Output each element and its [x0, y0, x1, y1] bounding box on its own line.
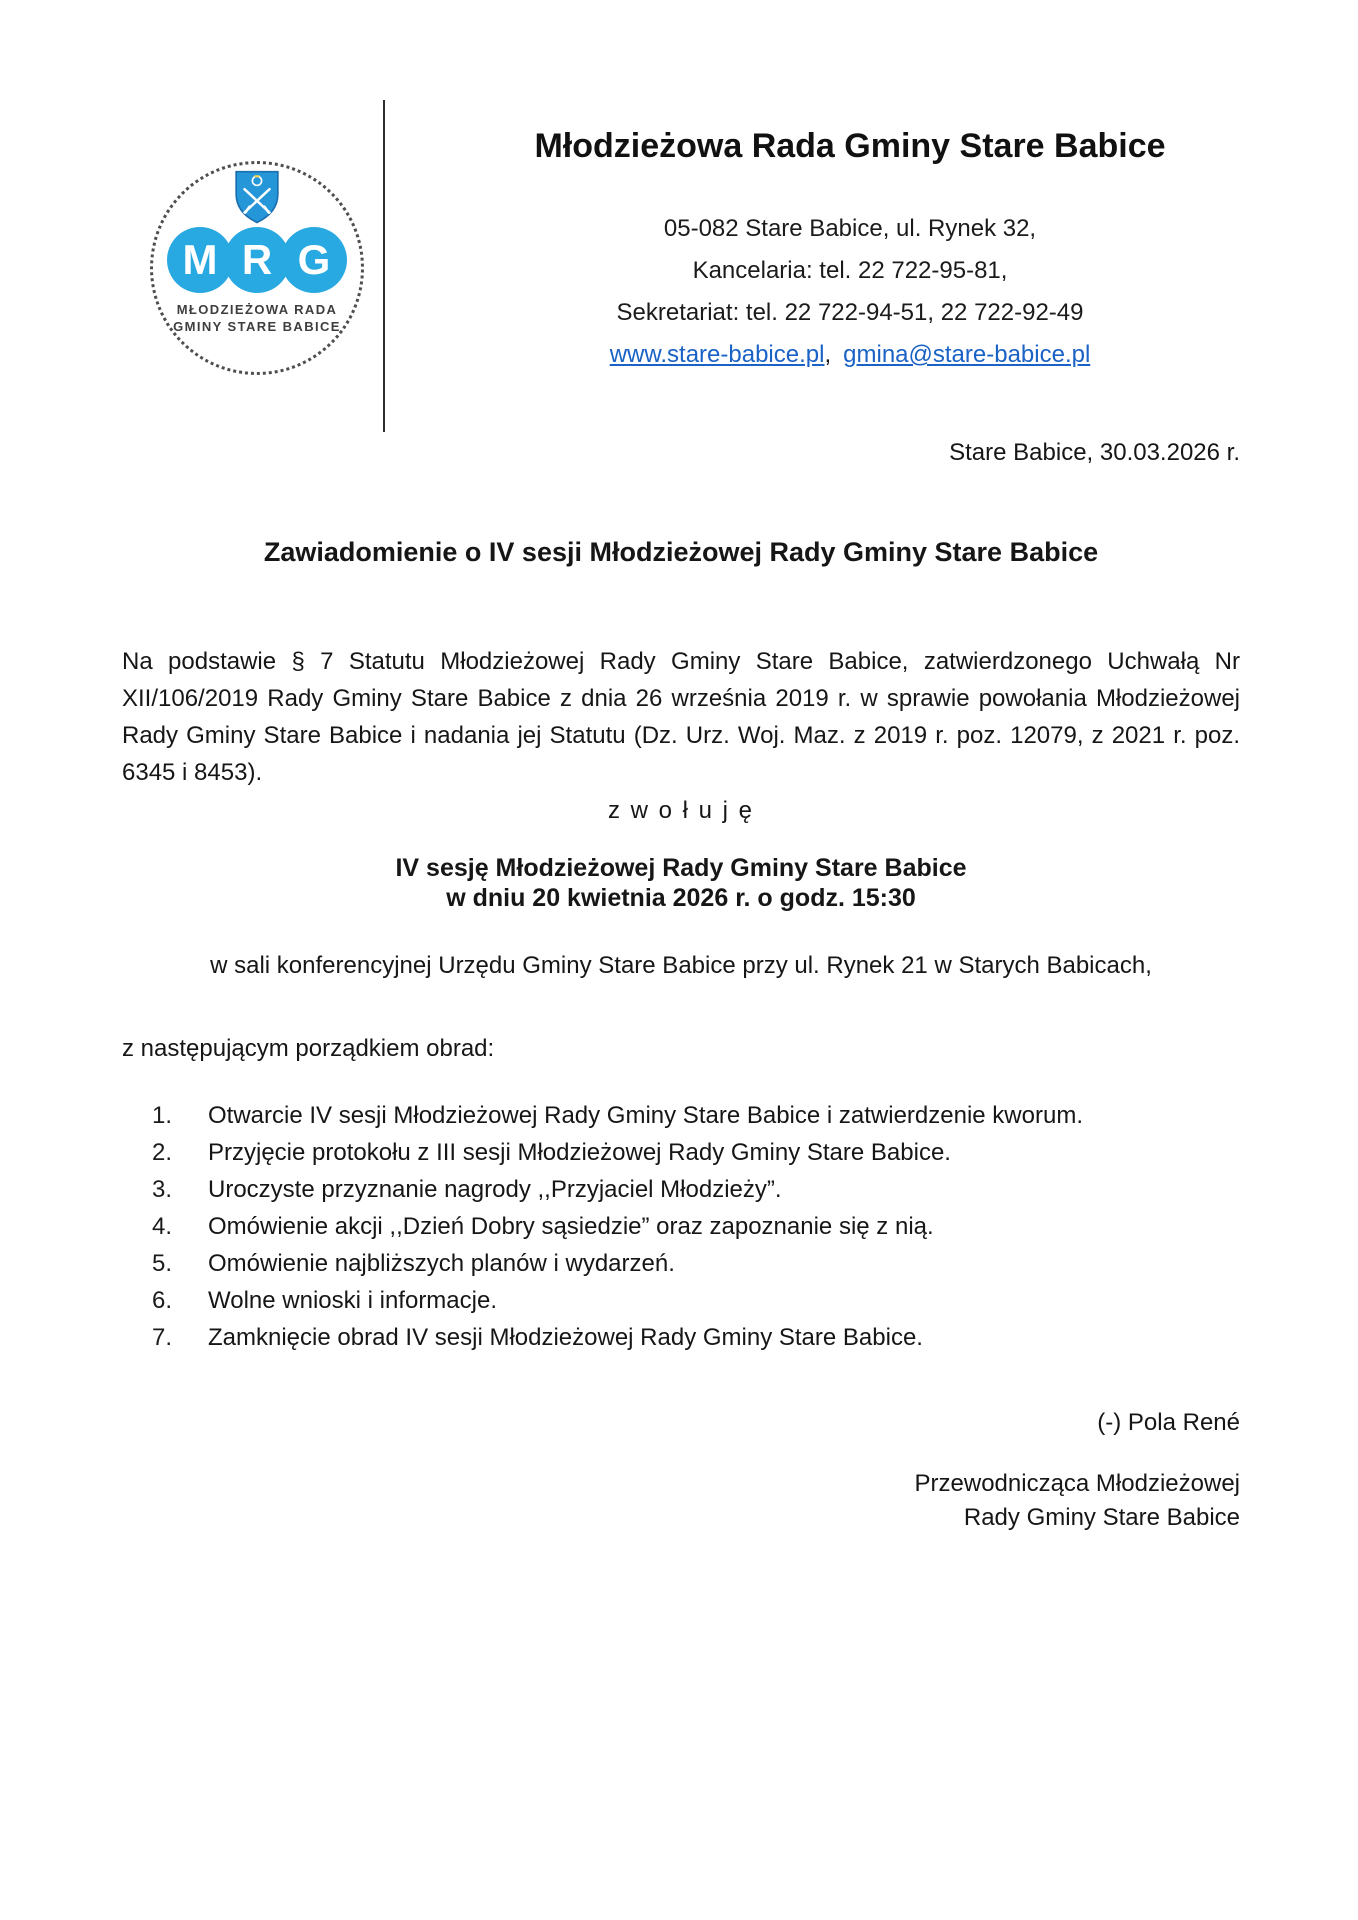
- signature-block: [122, 1404, 1240, 1535]
- org-phone-office: Kancelaria: tel. 22 722-95-81,: [692, 257, 1008, 284]
- agenda-list: [122, 1097, 1240, 1356]
- logo-caption: [173, 301, 341, 335]
- agenda-text: Omówienie akcji ,,Dzień Dobry sąsiedzie” oraz zapoznanie się z nią.: [208, 1213, 934, 1240]
- convene-word: z w o ł u j ę: [607, 797, 755, 824]
- agenda-text: Omówienie najbliższych planów i wydarzeń.: [208, 1250, 675, 1277]
- coat-of-arms-icon: [232, 170, 282, 225]
- session-location: w sali konferencyjnej Urzędu Gminy Stare Babice przy ul. Rynek 21 w Starych Babicach,: [210, 952, 1152, 979]
- mrg-acronym: [167, 227, 347, 293]
- email-link[interactable]: gmina@stare-babice.pl: [843, 341, 1091, 368]
- link-separator: ,: [824, 341, 832, 368]
- signature-role-line2: Rady Gminy Stare Babice: [963, 1504, 1240, 1531]
- org-phone-secretariat: Sekretariat: tel. 22 722-94-51, 22 722-92-49: [616, 299, 1084, 326]
- agenda-number: 6.: [152, 1287, 173, 1314]
- mrg-letter-g: G: [281, 227, 347, 293]
- session-title: IV sesję Młodzieżowej Rady Gminy Stare Babice: [395, 854, 967, 882]
- session-datetime: w dniu 20 kwietnia 2026 r. o godz. 15:30: [446, 884, 916, 912]
- org-block: [400, 126, 1300, 376]
- document-heading: Zawiadomienie o IV sesji Młodzieżowej Rady Gminy Stare Babice: [263, 537, 1099, 567]
- agenda-number: 1.: [152, 1102, 173, 1129]
- vertical-divider: [383, 100, 385, 432]
- signature-role: [122, 1467, 1240, 1535]
- mrg-letter-m: M: [167, 227, 233, 293]
- letterhead: [0, 0, 1358, 426]
- legal-basis-paragraph: Na podstawie § 7 Statutu Młodzieżowej Rady Gminy Stare Babice, zatwierdzonego Uchwałą Nr XII/106/2019 Rady Gminy Stare Babice z dnia 26 września 2019 r. w sprawie powołania Młodzieżowej Rady Gminy Stare Babice i nadania jej Statutu (Dz. Urz. Woj. Maz. z 2019 r. poz. 12079, z 2021 r. poz. 6345 i 8453).: [122, 648, 1240, 786]
- agenda-item-7: [122, 1319, 1240, 1356]
- agenda-item-3: [122, 1171, 1240, 1208]
- letter-body: [122, 434, 1240, 1535]
- org-address: 05-082 Stare Babice, ul. Rynek 32,: [663, 215, 1037, 242]
- agenda-number: 2.: [152, 1139, 173, 1166]
- agenda-item-2: [122, 1134, 1240, 1171]
- dateline: Stare Babice, 30.03.2026 r.: [949, 439, 1240, 466]
- agenda-item-6: [122, 1282, 1240, 1319]
- mrg-letter-r: R: [224, 227, 290, 293]
- agenda-item-4: [122, 1208, 1240, 1245]
- org-links: [400, 334, 1300, 376]
- agenda-text: Zamknięcie obrad IV sesji Młodzieżowej Rady Gminy Stare Babice.: [208, 1324, 923, 1351]
- agenda-number: 4.: [152, 1213, 173, 1240]
- mrg-logo: [150, 161, 364, 375]
- agenda-text: Uroczyste przyznanie nagrody ,,Przyjaciel Młodzieży”.: [208, 1176, 782, 1203]
- logo-caption-line1: MŁODZIEŻOWA RADA: [176, 302, 338, 317]
- session-announcement: [122, 853, 1240, 913]
- website-link[interactable]: www.stare-babice.pl: [609, 341, 825, 368]
- agenda-text: Otwarcie IV sesji Młodzieżowej Rady Gminy Stare Babice i zatwierdzenie kworum.: [208, 1102, 1083, 1129]
- agenda-text: Wolne wnioski i informacje.: [208, 1287, 497, 1314]
- agenda-item-5: [122, 1245, 1240, 1282]
- agenda-item-1: [122, 1097, 1240, 1134]
- agenda-number: 7.: [152, 1324, 173, 1351]
- agenda-text: Przyjęcie protokołu z III sesji Młodzieżowej Rady Gminy Stare Babice.: [208, 1139, 951, 1166]
- org-title: Młodzieżowa Rada Gminy Stare Babice: [534, 127, 1166, 165]
- signature-role-line1: Przewodnicząca Młodzieżowej: [914, 1470, 1240, 1497]
- signature-name: (-) Pola René: [1097, 1409, 1240, 1436]
- logo-caption-line2: GMINY STARE BABICE: [173, 319, 341, 334]
- agenda-number: 3.: [152, 1176, 173, 1203]
- agenda-number: 5.: [152, 1250, 173, 1277]
- agenda-intro: z następującym porządkiem obrad:: [122, 1035, 495, 1062]
